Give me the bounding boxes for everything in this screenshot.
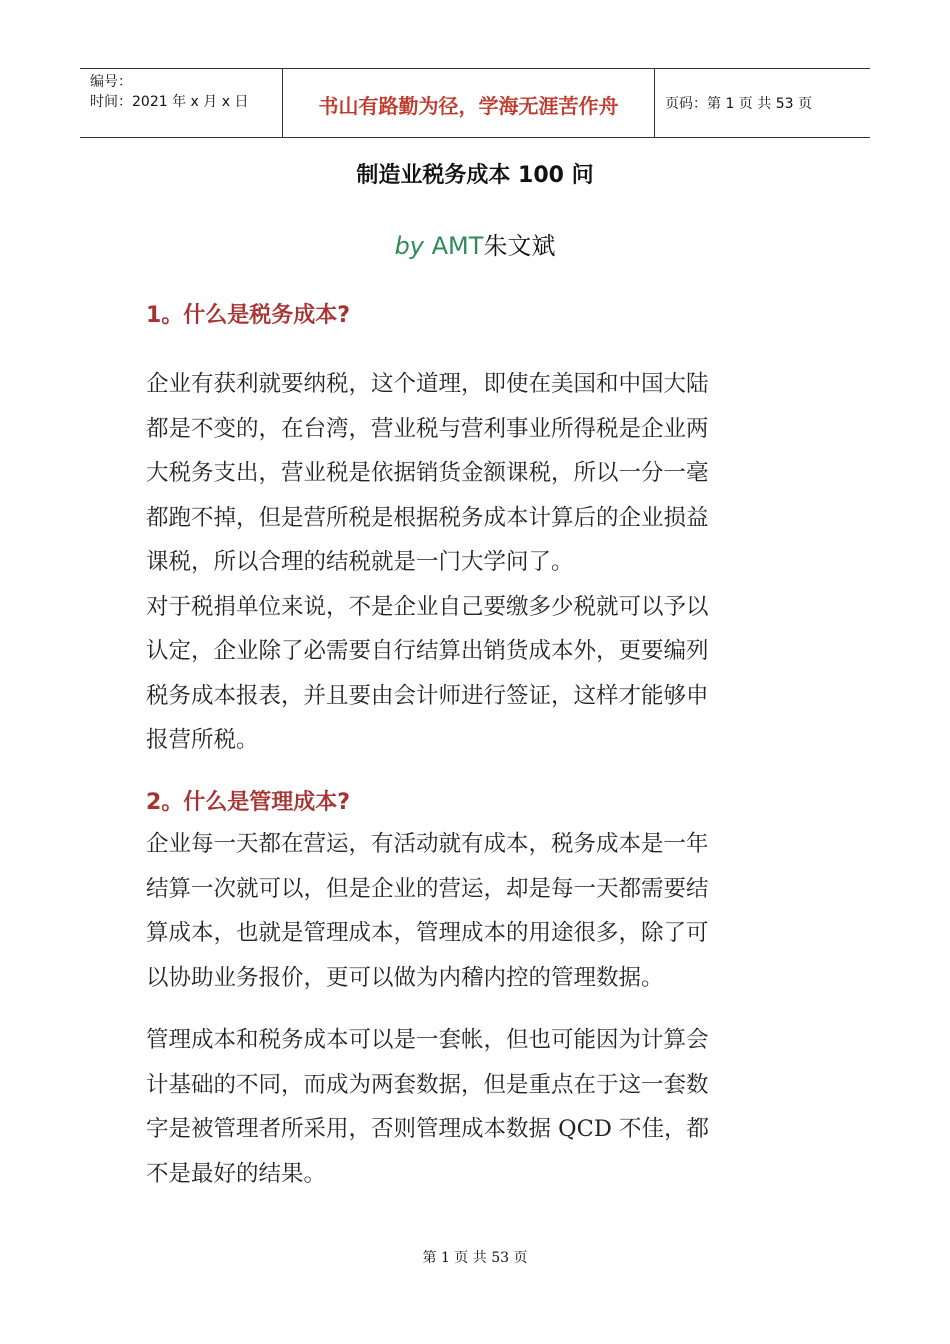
text-line: 税务成本报表，并且要由会计师进行签证，这样才能够申 xyxy=(146,682,709,709)
text-line: 报营所税。 xyxy=(146,727,259,753)
text-line: 都跑不掉，但是营所税是根据税务成本计算后的企业损益 xyxy=(146,504,709,531)
text-line: 算成本，也就是管理成本，管理成本的用途很多，除了可 xyxy=(146,920,709,946)
header-page-info: 页码：第 1 页 共 53 页 xyxy=(665,96,812,112)
text-line: 管理成本和税务成本可以是一套帐，但也可能因为计算会 xyxy=(146,1027,709,1053)
header-motto: 书山有路勤为径，学海无涯苦作舟 xyxy=(283,69,655,137)
text-line: 结算一次就可以，但是企业的营运，却是每一天都需要结 xyxy=(146,875,709,902)
byline-org: AMT xyxy=(431,232,484,260)
section-heading-2: 2。什么是管理成本? xyxy=(146,790,351,815)
section-1-paragraph-1 xyxy=(146,362,796,763)
text-line: 对于税捐单位来说，不是企业自己要缴多少税就可以予以 xyxy=(146,593,709,620)
text-line: 计基础的不同，而成为两套数据，但是重点在于这一套数 xyxy=(146,1071,709,1098)
text-line: 认定，企业除了必需要自行结算出销货成本外，更要编列 xyxy=(146,638,709,664)
text-line: 字是被管理者所采用，否则管理成本数据 QCD 不佳，都 xyxy=(146,1116,710,1142)
document-date-label: 时间：2021 年 x 月 x 日 xyxy=(90,94,249,110)
document-number-label: 编号： xyxy=(90,74,132,90)
text-line: 都是不变的，在台湾，营业税与营利事业所得税是企业两 xyxy=(146,415,709,442)
header-meta-cell xyxy=(80,69,283,137)
byline xyxy=(0,226,950,261)
text-line: 以协助业务报价，更可以做为内稽内控的管理数据。 xyxy=(146,964,664,991)
byline-by: by xyxy=(394,232,424,260)
document-title: 制造业税务成本 100 问 xyxy=(356,163,594,188)
section-2-paragraph-2 xyxy=(146,1018,796,1196)
section-2-paragraph-1 xyxy=(146,822,796,1000)
text-line: 企业每一天都在营运，有活动就有成本，税务成本是一年 xyxy=(146,831,709,857)
byline-author: 朱文斌 xyxy=(483,232,556,260)
text-line: 大税务支出，营业税是依据销货金额课税，所以一分一毫 xyxy=(146,460,709,486)
text-line: 不是最好的结果。 xyxy=(146,1160,327,1187)
document-header xyxy=(80,68,870,138)
text-line: 课税，所以合理的结税就是一门大学问了。 xyxy=(146,549,574,575)
text-line: 企业有获利就要纳税，这个道理，即使在美国和中国大陆 xyxy=(146,371,709,397)
section-heading-1: 1。什么是税务成本? xyxy=(146,303,351,328)
page-footer: 第 1 页 共 53 页 xyxy=(422,1250,528,1266)
